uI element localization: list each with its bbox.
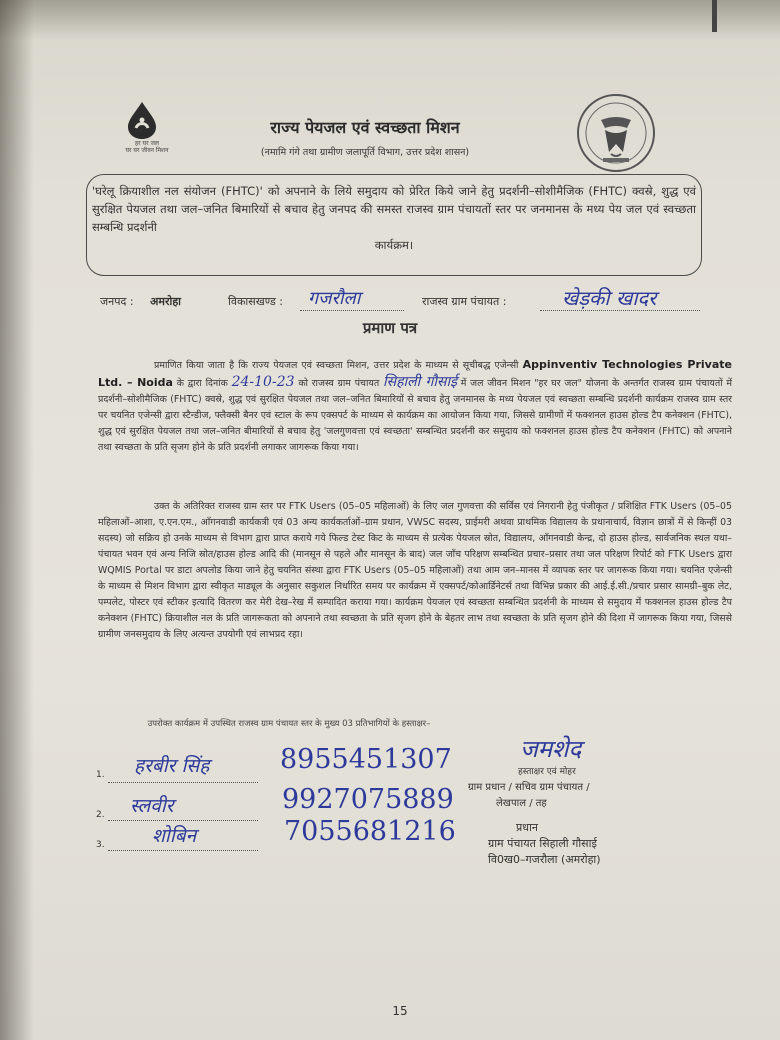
participant-2-phone: 9927075889: [282, 784, 454, 815]
certificate-paragraph-2: उक्त के अतिरिक्त राजस्व ग्राम स्तर पर FTK Users (05–05 महिलाओं) के लिए जल गुणवत्ता की सर्विस एवं निगरानी हेतु पंजीकृत / प्रशिक्षित FTK Users (05–05 महिलाओं–आशा, ए.एन.एम., आँगनवाडी कार्यकत्री एवं 03 अन्य कार्यकर्ताओं–ग्राम प्रधान, VWSC सदस्य, प्राईमरी अथवा प्राथमिक विद्यालय के प्रधानाचार्य, विज्ञान छात्रों में से किन्हीं 03 सदस्य) जो सक्रिय हो उनके माध्यम से विभाग द्वारा प्राप्त कराये गये फिल्ड टेस्ट किट के माध्यम से प्रत्येक पेयजल स्रोत, विद्यालय, आँगनवाडी केन्द्र, दो हाउस होल्ड, सार्वजनिक स्थल यथा–पंचायत भवन एवं अन्य निजि स्रोत/हाउस होल्ड आदि की (मानसून से पहले और मानसून के बाद) जल जाँच परिक्षण सम्बन्धित प्रचार–प्रसार तथा जल परिक्षण रिपोर्ट को FTK Users द्वारा WQMIS Portal पर डाटा अपलोड किया जाने हेतु चयनित संस्था द्वारा FTK Users (05–05 महिलाओं) तथा आम जन–मानस में व्यापक स्तर पर जागरूक किया गया। चयनित एजेन्सी के माध्यम से मिशन विभाग द्वारा स्वीकृत माड्यूल के अनुसार सकुशल निर्धारित समय पर कार्यक्रम में एक्सपर्ट/कोआर्डिनेटर्स तथा विभिन्न प्रकार की आई.ई.सी./प्रचार प्रसार सामग्री–बुक लेट, पम्पलेट, पोस्टर एवं स्टीकर इत्यादि वितरण कर मेरी देख–रेख में सम्पादित कराया गया। कार्यक्रम पेयजल एवं स्वच्छता सम्बन्धित प्रदर्शनी के माध्यम से समुदाय में फक्शनल हाउस होल्ड टैप कनेक्शन (FHTC) क्रियाशील नल के प्रति जागरूकता को अपनाने तथा स्वच्छता के प्रति सृजग होने के बेहतर लाभ तथा स्वच्छता के प्रति सृजग होने की दिशा में जागरूक किया गया, जिससे ग्रामीण जनसमुदाय के लिए अत्यन्त उपयोगी एवं लाभप्रद रहा।: [98, 501, 732, 640]
panchayat-handwritten: खेड़की खादर: [562, 286, 657, 310]
stamp-line-1: हस्ताक्षर एवं मोहर: [518, 767, 576, 777]
har-ghar-jal-logo: [112, 100, 182, 170]
stamp-line-3: लेखपाल / तह: [496, 798, 547, 809]
program-line-3: जनपद की समस्त राजस्व ग्राम पंचायतों स्तर पर जनमानस के मध्य पेय जल एवं स्वच्छता सम्बन्धि प्रदर्शनी: [92, 202, 696, 234]
up-government-emblem: [575, 92, 657, 174]
participant-1-signature: हरबीर सिंह: [134, 755, 210, 777]
village-handwritten: सिहाली गौसाई: [382, 374, 457, 390]
participant-2-signature: स्लवीर: [130, 795, 174, 817]
block-label: विकासखण्ड :: [228, 295, 284, 308]
para1-mid1: के द्वारा दिनांक: [176, 378, 228, 389]
program-line-1: 'घरेलू क्रियाशील नल संयोजन (FHTC)' को अपनाने के लिये समुदाय को प्रेरित किये जाने हेतु: [92, 184, 495, 198]
para1-start: प्रमाणित किया जाता है कि राज्य पेयजल एवं स्वच्छता मिशन, उत्तर प्रदेश के माध्यम से सूचीबद्ध एजेन्सी: [154, 360, 519, 371]
district-label: जनपद :: [100, 295, 134, 308]
pradhan-seal: [488, 820, 708, 868]
seal-line-1: प्रधान: [516, 821, 538, 834]
panchayat-label: राजस्व ग्राम पंचायत :: [422, 295, 507, 308]
block-dotted-line: [300, 310, 404, 311]
participant-line-3: [108, 850, 258, 851]
program-line-2: प्रदर्शनी–सोशीमैजिक (FHTC) क्वस्रे, शुद्ध एवं सुरक्षित पेयजल तथा जल–जनित बिमारियों से बचाव हेतु: [92, 184, 697, 216]
event-date-handwritten: 24-10-23: [231, 374, 295, 390]
binder-clip: [712, 0, 717, 32]
block-handwritten: गजरौला: [308, 288, 361, 309]
logo-tagline: हर घर जल घर घर जीवन मिशन: [125, 140, 169, 154]
seal-line-2: ग्राम पंचायत सिहाली गौसाई: [488, 837, 597, 850]
participant-number-3: 3.: [96, 840, 105, 850]
certificate-title: प्रमाण पत्र: [362, 319, 418, 337]
certificate-paragraph-1: [98, 357, 732, 456]
stamp-line-2: ग्राम प्रधान / सचिव ग्राम पंचायत /: [468, 782, 590, 793]
participant-3-phone: 7055681216: [284, 816, 456, 847]
participant-1-phone: 8955451307: [280, 744, 452, 775]
program-line-4: कार्यक्रम।: [374, 238, 414, 252]
participant-number-2: 2.: [96, 810, 105, 820]
program-description: [92, 182, 696, 254]
mission-title: राज्य पेयजल एवं स्वच्छता मिशन: [270, 118, 460, 137]
water-drop-icon: [124, 100, 160, 140]
para1-rest: में जल जीवन मिशन "हर घर जल" योजना के अन्तर्गत राजस्व ग्राम पंचायतों में प्रदर्शनी–सोशीमैजिक (FHTC) क्वस्रे, शुद्ध एवं सुरक्षित पेयजल तथा जल–जनित बिमारियों से बचाव हेतु जनमानस के मध्य पेयजल एवं स्वच्छता सम्बन्धि प्रदर्शनी कार्यक्रम राजस्व ग्राम स्तर पर चयनित एजेन्सी द्वारा स्टैन्डीज, फ्लैक्सी बैनर एवं स्टाल के रूप एक्सपर्ट के माध्यम से कार्यक्रम का आयोजन किया गया, जिससे ग्रामीणों में फक्शनल हाउस होल्ड टैप कनेक्शन (FHTC), शुद्ध एवं सुरक्षित पेयजल तथा जल–जनित बीमारियों से बचाव हेतु 'जलगुणवत्ता एवं स्वच्छता' सम्बन्धित प्रदर्शनी कर समुदाय को फक्शनल हाउस होल्ड टैप कनेक्शन (FHTC) को अपनाने तथा स्वच्छता के प्रति सृजग होने के प्रति प्रदर्शनी लगाकर जागरूक किया गया।: [98, 378, 733, 453]
top-shadow: [0, 0, 780, 40]
agency-name: Appinventiv Technologies Private Ltd. – Noida: [98, 358, 732, 389]
participant-line-2: [108, 820, 258, 821]
participant-number-1: 1.: [96, 770, 105, 780]
mission-subtitle: (नमामि गंगे तथा ग्रामीण जलापूर्ति विभाग, उत्तर प्रदेश शासन): [260, 147, 470, 158]
pradhan-signature: जमशेद: [520, 735, 582, 763]
page-number: 15: [392, 1004, 408, 1018]
participant-3-signature: शोबिन: [152, 825, 197, 847]
participants-intro: उपरोक्त कार्यक्रम में उपस्थित राजस्व ग्राम पंचायत स्तर के मुख्य 03 प्रतिभागियों के हस्ताक्षर–: [147, 719, 431, 729]
seal-line-3: वि0ख0–गजरौला (अमरोहा): [488, 853, 601, 866]
participant-line-1: [108, 782, 258, 783]
left-shadow: [0, 0, 34, 1040]
para1-mid2: को राजस्व ग्राम पंचायत: [298, 378, 380, 389]
pradhan-stamp: [468, 764, 708, 812]
district-value: अमरोहा: [150, 295, 182, 308]
